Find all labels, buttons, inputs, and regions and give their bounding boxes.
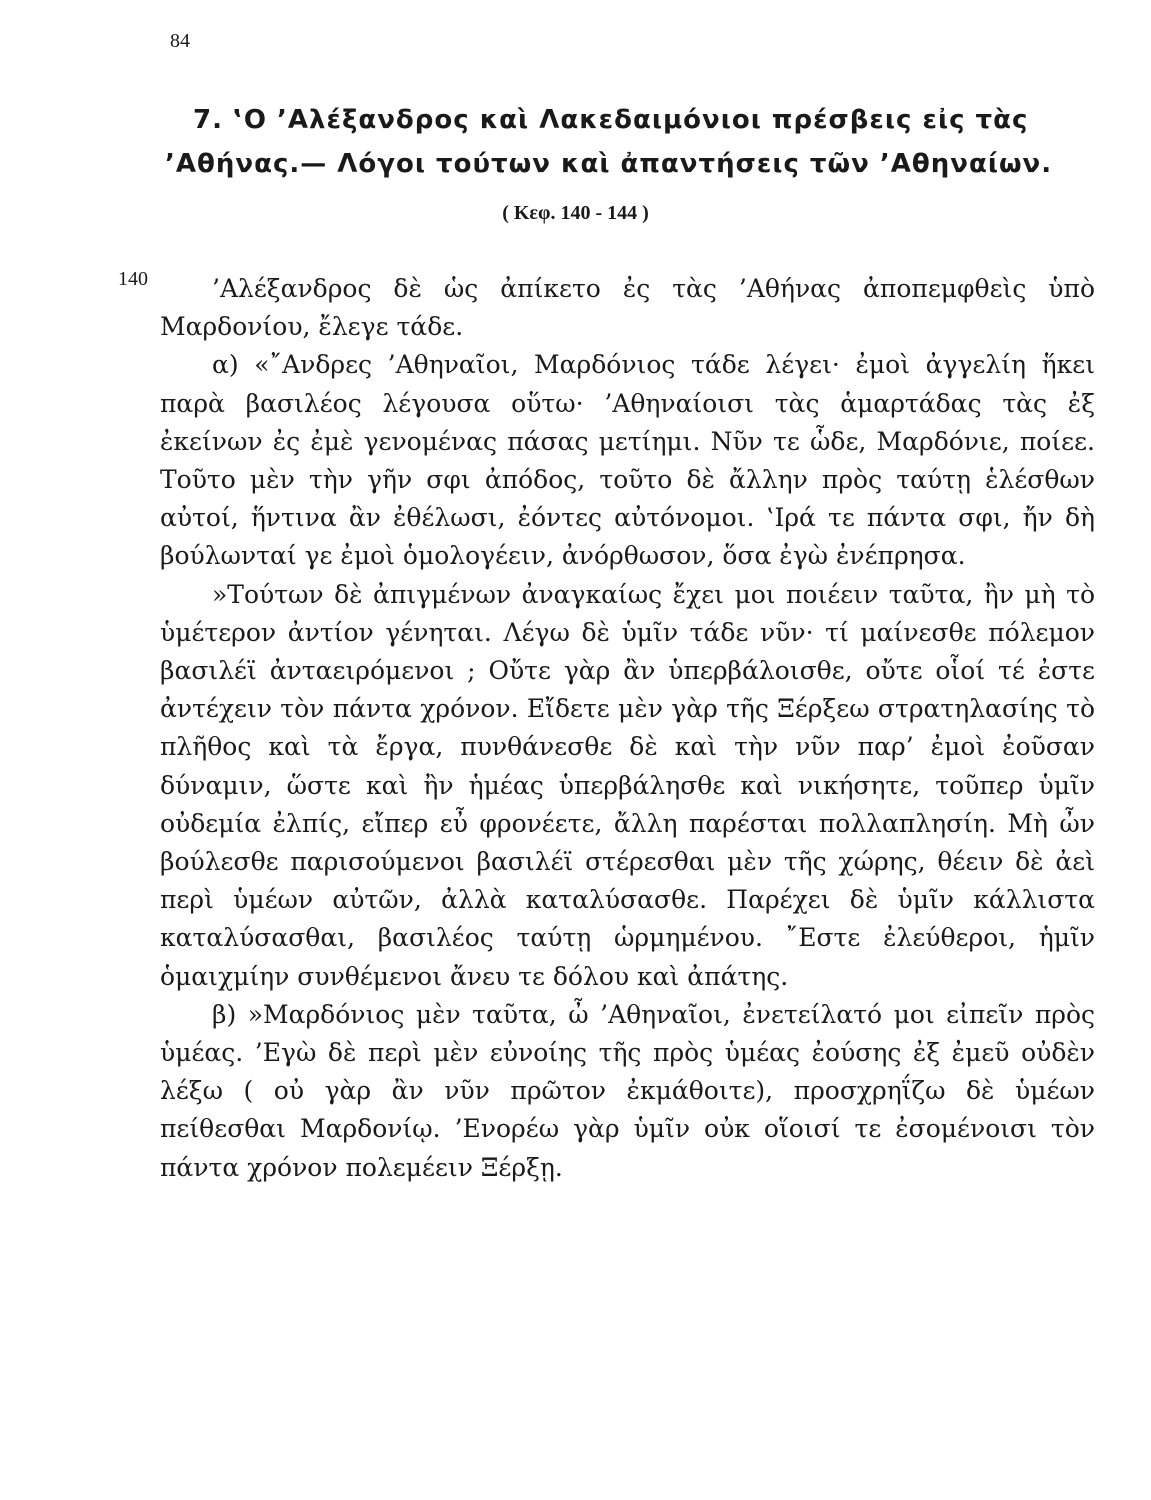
heading-line-1: 7. ‛Ο ’Αλέξανδρος καὶ Λακεδαιμόνιοι πρέσβεις εἰς τὰς bbox=[193, 105, 1029, 135]
paragraph-beta: β) »Μαρδόνιος μὲν ταῦτα, ὦ ’Αθηναῖοι, ἐνετείλατό μοι εἰπεῖν πρὸς ὑμέας. ’Εγὼ δὲ περὶ μὲν εὐνοίης τῆς πρὸς ὑμέας ἐούσης ἐξ ἐμεῦ οὐδὲν λέξω ( οὐ γὰρ ἂν νῦν πρῶτον ἐκμάθοιτε), προσχρηΐζω δὲ ὑμέων πείθεσθαι Μαρδονίῳ. ’Ενορέω γὰρ ὑμῖν οὐκ οἵοισί τε ἐσομένοισι τὸν πάντα χρόνον πολεμέειν Ξέρξῃ. bbox=[160, 999, 1095, 1182]
margin-section-number: 140 bbox=[118, 268, 148, 290]
paragraph-intro: ’Αλέξανδρος δὲ ὡς ἀπίκετο ἐς τὰς ’Αθήνας ἀποπεμφθεὶς ὑπὸ Μαρδονίου, ἔλεγε τάδε. bbox=[160, 274, 1095, 342]
page-number: 84 bbox=[170, 30, 190, 52]
paragraph-alpha: α) «῎Ανδρες ’Αθηναῖοι, Μαρδόνιος τάδε λέγει· ἐμοὶ ἀγγελίη ἥκει παρὰ βασιλέος λέγουσα οὕτω· ’Αθηναίοισι τὰς ἁμαρτάδας τὰς ἐξ ἐκείνων ἐς ἐμὲ γενομένας πάσας μετίημι. Νῦν τε ὧδε, Μαρδόνιε, ποίεε. Τοῦτο μὲν τὴν γῆν σφι ἀπόδος, τοῦτο δὲ ἄλλην πρὸς ταύτῃ ἑλέσθων αὐτοί, ἥντινα ἂν ἐθέλωσι, ἐόντες αὐτόνομοι. ‛Ιρά τε πάντα σφι, ἤν δὴ βούλωνταί γε ἐμοὶ ὁμολογέειν, ἀνόρθωσον, ὅσα ἐγὼ ἐνέπρησα. bbox=[160, 350, 1095, 571]
heading-line-2: ’Αθήνας.— Λόγοι τούτων καὶ ἀπαντήσεις τῶν ’Αθηναίων. bbox=[165, 149, 1053, 179]
paragraph-continuation: »Τούτων δὲ ἀπιγμένων ἀναγκαίως ἔχει μοι ποιέειν ταῦτα, ἢν μὴ τὸ ὑμέτερον ἀντίον γένηται. Λέγω δὲ ὑμῖν τάδε νῦν· τί μαίνεσθε πόλεμον βασιλέϊ ἀνταειρόμενοι ; Οὔτε γὰρ ἂν ὑπερβάλοισθε, οὔτε οἷοί τέ ἐστε ἀντέχειν τὸν πάντα χρόνον. Εἴδετε μὲν γὰρ τῆς Ξέρξεω στρατηλασίης τὸ πλῆθος καὶ τὰ ἔργα, πυνθάνεσθε δὲ καὶ τὴν νῦν παρ’ ἐμοὶ ἐοῦσαν δύναμιν, ὥστε καὶ ἢν ἡμέας ὑπερβάλησθε καὶ νικήσητε, τοῦπερ ὑμῖν οὐδεμία ἐλπίς, εἴπερ εὖ φρονέετε, ἄλλη παρέσται πολλαπλησίη. Μὴ ὦν βούλεσθε παρισούμενοι βασιλέϊ στέρεσθαι μὲν τῆς χώρης, θέειν δὲ ἀεὶ περὶ ὑμέων αὐτῶν, ἀλλὰ καταλύσασθε. Παρέχει δὲ ὑμῖν κάλλιστα καταλύσασθαι, βασιλέος ταύτῃ ὡρμημένου. ῎Εστε ἐλεύθεροι, ἡμῖν ὁμαιχμίην συνθέμενοι ἄνευ τε δόλου καὶ ἀπάτης. bbox=[160, 579, 1095, 991]
body-text bbox=[160, 270, 1095, 1187]
chapter-reference: ( Κεφ. 140 - 144 ) bbox=[502, 202, 649, 224]
section-heading bbox=[165, 98, 1085, 186]
